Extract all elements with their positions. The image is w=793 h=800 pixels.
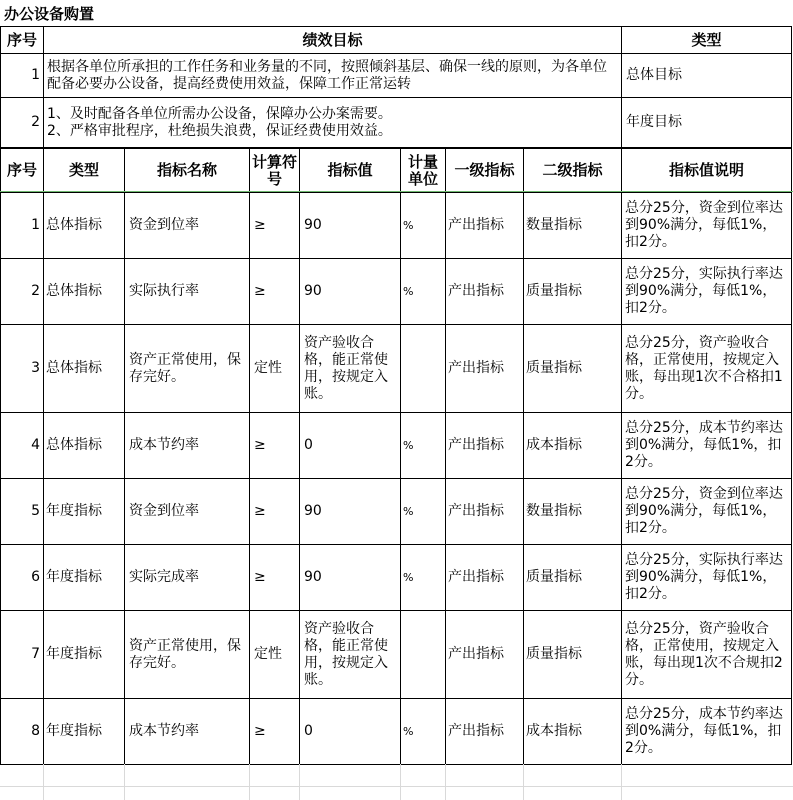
table-row [1, 699, 792, 765]
cell-type[interactable]: 年度指标 [44, 699, 125, 765]
grid-line [621, 764, 622, 800]
cell-note[interactable]: 总分25分，资产验收合格，正常使用，按规定入账，每出现1次不合规扣2分。 [622, 611, 792, 699]
cell-name[interactable]: 资产正常使用，保存完好。 [125, 325, 250, 413]
header-level1[interactable]: 一级指标 [446, 149, 524, 193]
cell-type[interactable]: 总体指标 [44, 259, 125, 325]
cell-seq[interactable]: 8 [1, 699, 44, 765]
cell-name[interactable]: 实际完成率 [125, 545, 250, 611]
cell-level1[interactable]: 产出指标 [446, 699, 524, 765]
goal-header-type[interactable]: 类型 [622, 27, 792, 54]
selection-line [0, 191, 793, 192]
cell-level2[interactable]: 成本指标 [524, 413, 622, 479]
cell-level1[interactable]: 产出指标 [446, 413, 524, 479]
table-row [1, 479, 792, 545]
goal-seq[interactable]: 1 [1, 54, 44, 98]
cell-type[interactable]: 总体指标 [44, 413, 125, 479]
cell-value[interactable]: 资产验收合格，能正常使用，按规定入账。 [300, 325, 401, 413]
header-type[interactable]: 类型 [44, 149, 125, 193]
cell-level2[interactable]: 质量指标 [524, 259, 622, 325]
cell-note[interactable]: 总分25分，实际执行率达到90%满分，每低1%，扣2分。 [622, 545, 792, 611]
cell-seq[interactable]: 7 [1, 611, 44, 699]
grid-line [445, 764, 446, 800]
goal-type[interactable]: 总体目标 [622, 54, 792, 98]
goal-type[interactable]: 年度目标 [622, 98, 792, 148]
cell-level1[interactable]: 产出指标 [446, 611, 524, 699]
cell-type[interactable]: 总体指标 [44, 325, 125, 413]
indicator-header-row [1, 149, 792, 193]
cell-level1[interactable]: 产出指标 [446, 545, 524, 611]
cell-level2[interactable]: 数量指标 [524, 193, 622, 259]
cell-note[interactable]: 总分25分，资金到位率达到90%满分，每低1%，扣2分。 [622, 193, 792, 259]
cell-unit[interactable]: % [401, 193, 446, 259]
table-row [1, 259, 792, 325]
cell-seq[interactable]: 6 [1, 545, 44, 611]
table-row [1, 611, 792, 699]
goal-row [1, 54, 792, 98]
cell-value[interactable]: 90 [300, 259, 401, 325]
cell-level2[interactable]: 成本指标 [524, 699, 622, 765]
cell-unit[interactable]: % [401, 259, 446, 325]
cell-value[interactable]: 0 [300, 413, 401, 479]
cell-type[interactable]: 年度指标 [44, 545, 125, 611]
cell-level2[interactable]: 数量指标 [524, 479, 622, 545]
cell-unit[interactable]: % [401, 545, 446, 611]
cell-note[interactable]: 总分25分，资产验收合格，正常使用，按规定入账，每出现1次不合格扣1分。 [622, 325, 792, 413]
cell-value[interactable]: 90 [300, 545, 401, 611]
cell-name[interactable]: 成本节约率 [125, 699, 250, 765]
header-seq[interactable]: 序号 [1, 149, 44, 193]
grid-line [400, 764, 401, 800]
cell-seq[interactable]: 4 [1, 413, 44, 479]
cell-name[interactable]: 资金到位率 [125, 193, 250, 259]
cell-type[interactable]: 年度指标 [44, 479, 125, 545]
cell-unit[interactable] [401, 325, 446, 413]
cell-seq[interactable]: 5 [1, 479, 44, 545]
cell-note[interactable]: 总分25分，实际执行率达到90%满分，每低1%，扣2分。 [622, 259, 792, 325]
cell-name[interactable]: 资产正常使用，保存完好。 [125, 611, 250, 699]
goal-seq[interactable]: 2 [1, 98, 44, 148]
cell-value[interactable]: 90 [300, 479, 401, 545]
cell-level2[interactable]: 质量指标 [524, 545, 622, 611]
cell-symbol[interactable]: ≥ [250, 479, 300, 545]
header-name[interactable]: 指标名称 [125, 149, 250, 193]
cell-level2[interactable]: 质量指标 [524, 611, 622, 699]
cell-unit[interactable] [401, 611, 446, 699]
goal-header-row [1, 27, 792, 54]
grid-line [0, 786, 793, 787]
header-unit[interactable]: 计量单位 [401, 149, 446, 193]
cell-seq[interactable]: 2 [1, 259, 44, 325]
cell-note[interactable]: 总分25分，资金到位率达到90%满分，每低1%，扣2分。 [622, 479, 792, 545]
grid-line [523, 764, 524, 800]
grid-line [249, 764, 250, 800]
goal-text[interactable]: 根据各单位所承担的工作任务和业务量的不同，按照倾斜基层、确保一线的原则，为各单位配备必要办公设备，提高经费使用效益，保障工作正常运转 [44, 54, 622, 98]
cell-value[interactable]: 90 [300, 193, 401, 259]
cell-seq[interactable]: 1 [1, 193, 44, 259]
grid-line [43, 764, 44, 800]
cell-unit[interactable]: % [401, 479, 446, 545]
sheet-title[interactable]: 办公设备购置 [4, 5, 95, 23]
table-row [1, 193, 792, 259]
goal-header-seq[interactable]: 序号 [1, 27, 44, 54]
goal-text[interactable]: 1、及时配备各单位所需办公设备，保障办公办案需要。 2、严格审批程序，杜绝损失浪费，保证经费使用效益。 [44, 98, 622, 148]
header-note[interactable]: 指标值说明 [622, 149, 792, 193]
indicator-table [0, 148, 792, 765]
cell-level1[interactable]: 产出指标 [446, 479, 524, 545]
cell-level1[interactable]: 产出指标 [446, 325, 524, 413]
cell-symbol[interactable]: 定性 [250, 325, 300, 413]
header-level2[interactable]: 二级指标 [524, 149, 622, 193]
cell-symbol[interactable]: ≥ [250, 545, 300, 611]
cell-name[interactable]: 实际执行率 [125, 259, 250, 325]
goal-row [1, 98, 792, 148]
cell-name[interactable]: 成本节约率 [125, 413, 250, 479]
table-row [1, 545, 792, 611]
cell-level1[interactable]: 产出指标 [446, 259, 524, 325]
cell-symbol[interactable]: ≥ [250, 699, 300, 765]
cell-type[interactable]: 年度指标 [44, 611, 125, 699]
cell-symbol[interactable]: ≥ [250, 413, 300, 479]
grid-line [124, 764, 125, 800]
table-row [1, 325, 792, 413]
cell-note[interactable]: 总分25分，成本节约率达到0%满分，每低1%，扣2分。 [622, 699, 792, 765]
table-row [1, 413, 792, 479]
goal-header-goal[interactable]: 绩效目标 [44, 27, 622, 54]
cell-unit[interactable]: % [401, 413, 446, 479]
cell-name[interactable]: 资金到位率 [125, 479, 250, 545]
cell-level2[interactable]: 质量指标 [524, 325, 622, 413]
cell-symbol[interactable]: 定性 [250, 611, 300, 699]
cell-value[interactable]: 资产验收合格，能正常使用，按规定入账。 [300, 611, 401, 699]
cell-unit[interactable]: % [401, 699, 446, 765]
cell-note[interactable]: 总分25分，成本节约率达到0%满分，每低1%，扣2分。 [622, 413, 792, 479]
cell-symbol[interactable]: ≥ [250, 259, 300, 325]
grid-line [299, 764, 300, 800]
header-value[interactable]: 指标值 [300, 149, 401, 193]
cell-symbol[interactable]: ≥ [250, 193, 300, 259]
goal-table [0, 26, 792, 148]
cell-seq[interactable]: 3 [1, 325, 44, 413]
cell-type[interactable]: 总体指标 [44, 193, 125, 259]
header-symbol[interactable]: 计算符号 [250, 149, 300, 193]
cell-value[interactable]: 0 [300, 699, 401, 765]
cell-level1[interactable]: 产出指标 [446, 193, 524, 259]
